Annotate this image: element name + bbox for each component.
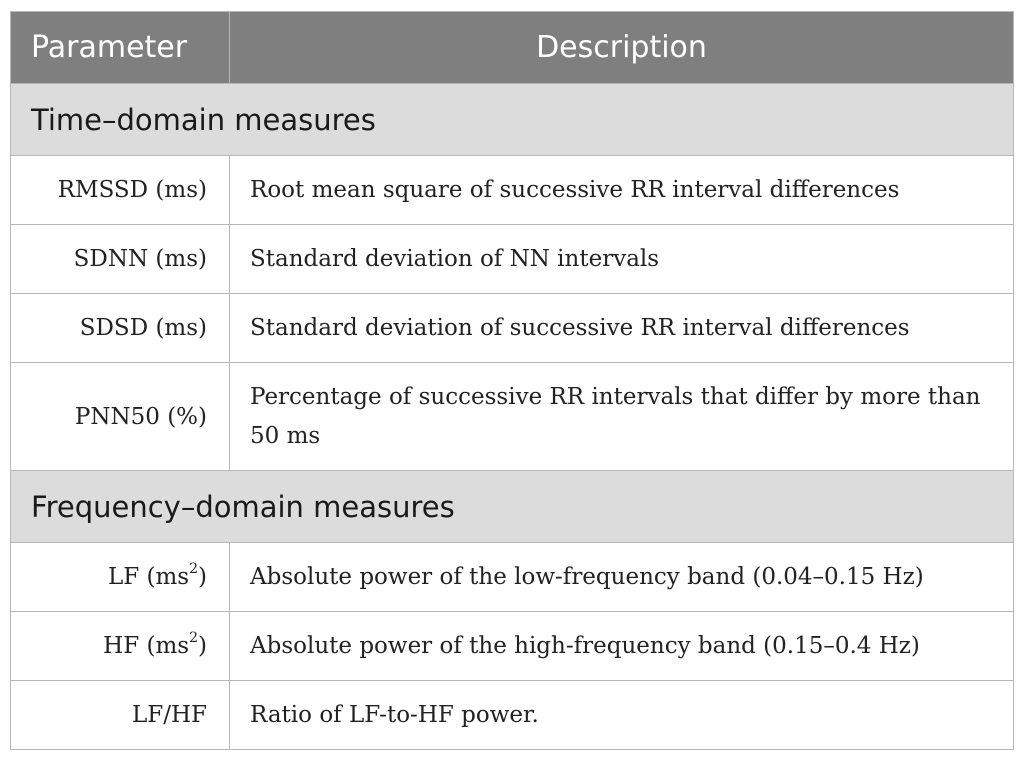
section-row-frequency-domain: [11, 471, 1014, 543]
table-row: [11, 156, 1014, 225]
description-cell: Absolute power of the high-frequency band (0.15–0.4 Hz): [230, 612, 1014, 681]
description-cell: Absolute power of the low-frequency band (0.04–0.15 Hz): [230, 543, 1014, 612]
section-title: Time–domain measures: [11, 84, 1014, 156]
parameter-cell: SDSD (ms): [11, 294, 230, 363]
table-body: [11, 84, 1014, 750]
table-row: [11, 294, 1014, 363]
description-column-header: Description: [230, 12, 1014, 84]
parameter-cell: [11, 612, 230, 681]
parameter-label: LF (ms: [107, 564, 190, 590]
table-row: [11, 225, 1014, 294]
description-cell: Standard deviation of NN intervals: [230, 225, 1014, 294]
parameter-label: HF (ms: [103, 633, 190, 659]
table-row: [11, 363, 1014, 471]
table-row: [11, 543, 1014, 612]
parameter-cell: SDNN (ms): [11, 225, 230, 294]
parameter-cell: LF/HF: [11, 681, 230, 750]
table-row: [11, 681, 1014, 750]
description-cell: Ratio of LF-to-HF power.: [230, 681, 1014, 750]
section-row-time-domain: [11, 84, 1014, 156]
parameter-label-tail: ): [198, 564, 207, 590]
hrv-parameter-table: [10, 11, 1014, 750]
description-cell: Percentage of successive RR intervals that differ by more than 50 ms: [230, 363, 1014, 471]
superscript: 2: [189, 561, 199, 577]
superscript: 2: [189, 630, 199, 646]
section-title: Frequency–domain measures: [11, 471, 1014, 543]
parameter-cell: [11, 543, 230, 612]
table-row: [11, 612, 1014, 681]
parameter-cell: RMSSD (ms): [11, 156, 230, 225]
header-row: [11, 12, 1014, 84]
description-cell: Root mean square of successive RR interval differences: [230, 156, 1014, 225]
parameter-label-tail: ): [198, 633, 207, 659]
table-header: [11, 12, 1014, 84]
parameter-column-header: Parameter: [11, 12, 230, 84]
parameter-cell: PNN50 (%): [11, 363, 230, 471]
description-cell: Standard deviation of successive RR interval differences: [230, 294, 1014, 363]
